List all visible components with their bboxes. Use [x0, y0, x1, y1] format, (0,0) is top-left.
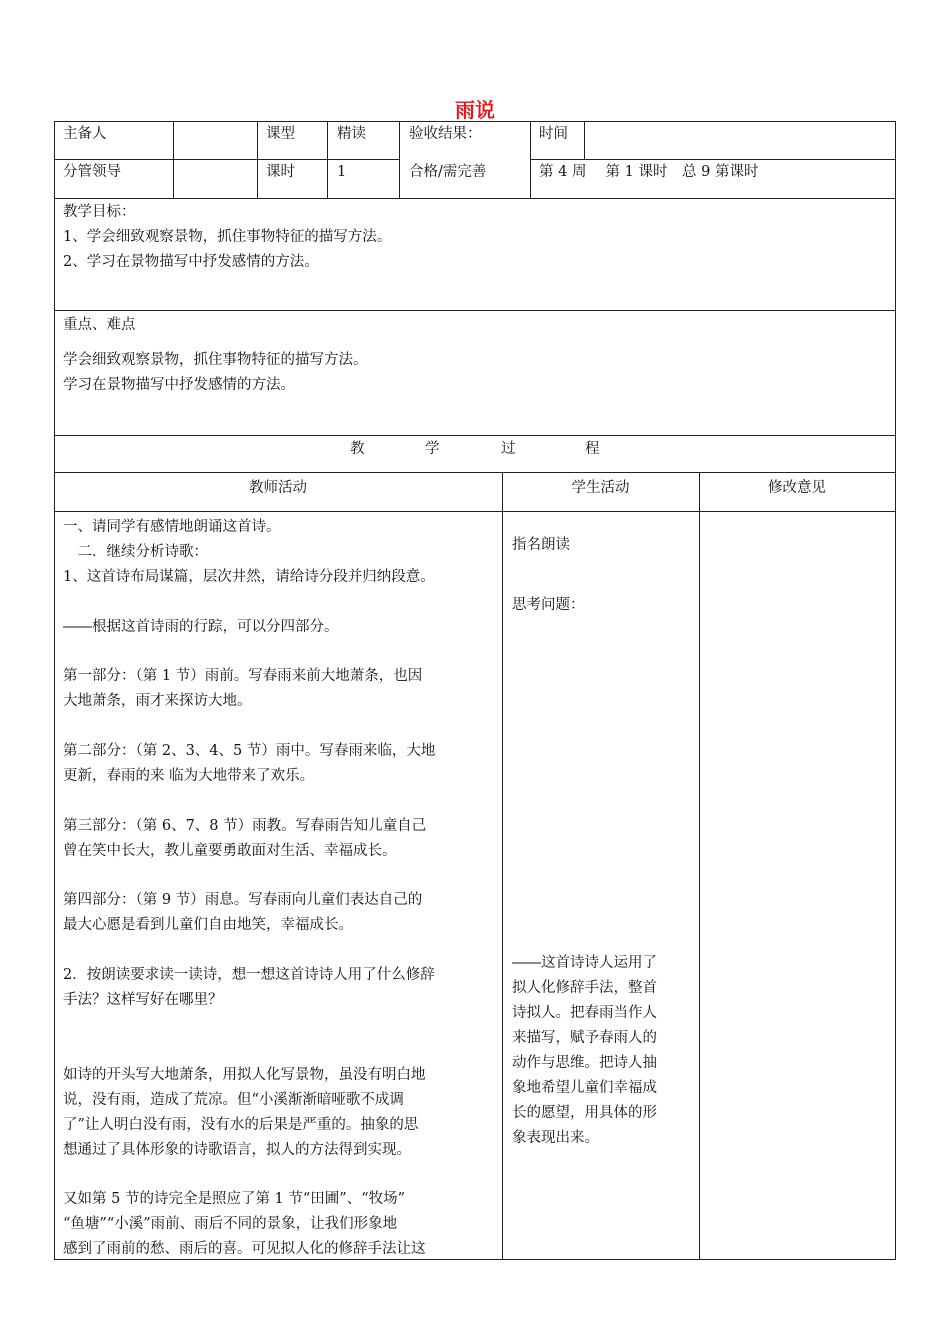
periods-value: 1 — [337, 164, 347, 180]
text-line: 象地希望儿童们幸福成 — [512, 1080, 657, 1096]
grid-line — [54, 511, 896, 512]
grid-line — [54, 472, 896, 473]
teacher-activity-text — [63, 515, 498, 1257]
text-line: 一、请同学有感情地朗诵这首诗。 — [63, 519, 281, 535]
text-line: 第二部分：（第 2、3、4、5 节）雨中。写春雨来临，大地 — [63, 743, 436, 759]
text-line: 曾在笑中长大，教儿童要勇敢面对生活、幸福成长。 — [63, 843, 397, 859]
key-points-heading: 重点、难点 — [63, 317, 136, 333]
text-line: 思考问题： — [512, 597, 585, 613]
text-line: 手法？这样写好在哪里？ — [63, 992, 223, 1008]
grid-line — [530, 121, 531, 198]
revision-notes-header: 修改意见 — [768, 480, 826, 496]
lesson-type-label: 课型 — [266, 126, 295, 142]
text-line: 拟人化修辞手法，整首 — [512, 980, 657, 996]
grid-line — [895, 121, 896, 1259]
text-line: 了”让人明白没有雨，没有水的后果是严重的。抽象的思 — [63, 1117, 419, 1133]
process-heading-char: 程 — [585, 441, 600, 457]
acceptance-value: 合格/需完善 — [409, 164, 487, 180]
text-line: 如诗的开头写大地萧条，用拟人化写景物，虽没有明白地 — [63, 1067, 426, 1083]
grid-line — [502, 472, 503, 1259]
text-line: 象表现出来。 — [512, 1130, 599, 1146]
key-point-item: 学会细致观察景物，抓住事物特征的描写方法。 — [63, 352, 368, 368]
key-point-item: 学习在景物描写中抒发感情的方法。 — [63, 377, 295, 393]
text-line: 指名朗读 — [512, 537, 570, 553]
grid-line — [54, 310, 896, 311]
text-line: ――根据这首诗雨的行踪，可以分四部分。 — [63, 619, 339, 635]
text-line: 想通过了具体形象的诗歌语言，拟人的方法得到实现。 — [63, 1142, 411, 1158]
text-line: 来描写，赋予春雨人的 — [512, 1030, 657, 1046]
schedule: 第 4 周 第 1 课时 总 9 第课时 — [539, 164, 759, 180]
text-line: 更新，春雨的来 临为大地带来了欢乐。 — [63, 768, 315, 784]
text-line: 动作与思维。把诗人抽 — [512, 1055, 657, 1071]
grid-line — [54, 121, 896, 122]
grid-line — [584, 121, 585, 159]
grid-line — [54, 198, 896, 199]
text-line: 第一部分：（第 1 节）雨前。写春雨来前大地萧条，也因 — [63, 668, 423, 684]
grid-line — [699, 472, 700, 1259]
text-line: ――这首诗诗人运用了 — [512, 955, 657, 971]
student-activity-text — [512, 515, 697, 1257]
grid-line — [54, 435, 896, 436]
text-line: 第三部分：（第 6、7、8 节）雨教。写春雨告知儿童自己 — [63, 818, 427, 834]
periods-label: 课时 — [266, 164, 295, 180]
objective-item: 1、学会细致观察景物，抓住事物特征的描写方法。 — [63, 229, 392, 245]
document-title: 雨说 — [455, 98, 495, 122]
text-line: 大地萧条，雨才来探访大地。 — [63, 693, 252, 709]
objectives-heading: 教学目标： — [63, 204, 136, 220]
text-line: “鱼塘”“小溪”雨前、雨后不同的景象，让我们形象地 — [63, 1216, 398, 1232]
process-heading-char: 过 — [501, 441, 516, 457]
lesson-type-value: 精读 — [337, 126, 366, 142]
grid-line — [327, 121, 328, 198]
grid-line — [257, 121, 258, 198]
text-line: 说，没有雨，造成了荒凉。但“小溪渐渐暗哑歌不成调 — [63, 1092, 404, 1108]
student-activity-header: 学生活动 — [571, 480, 630, 496]
text-line: 第四部分：（第 9 节）雨息。写春雨向儿童们表达自己的 — [63, 892, 423, 908]
grid-line — [399, 121, 400, 198]
process-heading-char: 学 — [425, 441, 440, 457]
text-line: 诗拟人。把春雨当作人 — [512, 1005, 657, 1021]
grid-line — [54, 1259, 896, 1260]
preparer-label: 主备人 — [63, 126, 107, 142]
grid-line — [54, 159, 399, 160]
text-line: 长的愿望，用具体的形 — [512, 1105, 657, 1121]
text-line: 最大心愿是看到儿童们自由地笑，幸福成长。 — [63, 917, 353, 933]
grid-line — [173, 121, 174, 198]
text-line: 感到了雨前的愁、雨后的喜。可见拟人化的修辞手法让这 — [63, 1241, 426, 1257]
time-label: 时间 — [539, 126, 568, 142]
grid-line — [54, 121, 55, 1259]
objective-item: 2、学习在景物描写中抒发感情的方法。 — [63, 254, 319, 270]
teacher-activity-header: 教师活动 — [249, 480, 307, 496]
text-line: 又如第 5 节的诗完全是照应了第 1 节“田圃”、“牧场” — [63, 1191, 406, 1207]
grid-line — [530, 159, 896, 160]
text-line: 1、这首诗布局谋篇，层次井然，请给诗分段并归纳段意。 — [63, 569, 435, 585]
text-line: 二．继续分析诗歌： — [63, 544, 208, 560]
revision-notes-cell — [708, 515, 888, 1257]
process-heading-char: 教 — [350, 441, 365, 457]
leader-label: 分管领导 — [63, 164, 121, 180]
acceptance-label: 验收结果： — [409, 126, 482, 142]
text-line: 2．按朗读要求读一读诗，想一想这首诗诗人用了什么修辞 — [63, 967, 435, 983]
